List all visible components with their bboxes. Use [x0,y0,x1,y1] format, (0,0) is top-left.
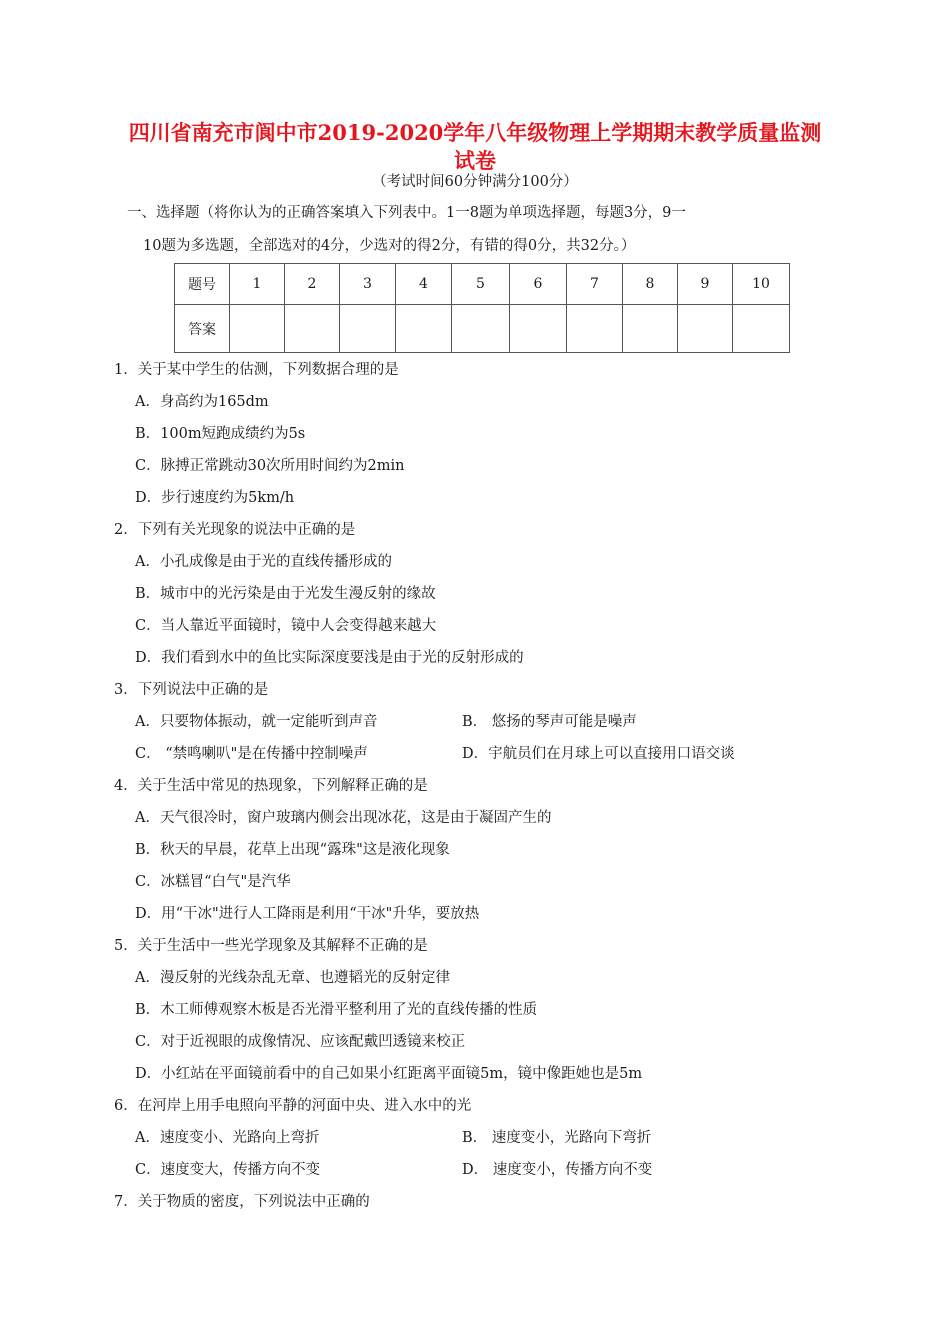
question-1-stem: 1．关于某中学生的估测，下列数据合理的是 [114,362,399,378]
document-title-line2: 试卷 [454,148,496,173]
answer-table-row-label: 答案 [175,305,230,353]
document-title-line1: 四川省南充市阆中市2019-2020学年八年级物理上学期期末教学质量监测 [128,120,822,145]
question-number-cell: 4 [396,264,452,305]
question-6-option-d: D． 速度变小，传播方向不变 [462,1162,653,1178]
question-1-option-c: C．脉搏正常跳动30次所用时间约为2min [135,458,405,474]
question-1-option-b: B．100m短跑成绩约为5s [135,426,306,442]
answer-cell [285,305,340,353]
question-3-option-b: B． 悠扬的琴声可能是噪声 [462,714,637,730]
answer-cell [452,305,510,353]
question-5-option-b: B．木工师傅观察木板是否光滑平整利用了光的直线传播的性质 [135,1002,538,1018]
question-3-option-d: D．宇航员们在月球上可以直接用口语交谈 [462,746,735,762]
question-1-option-d: D．步行速度约为5km/h [135,490,295,506]
question-number-cell: 8 [623,264,678,305]
question-5-stem: 5．关于生活中一些光学现象及其解释不正确的是 [114,938,428,954]
question-number-cell: 6 [510,264,567,305]
question-2-option-c: C．当人靠近平面镜时，镜中人会变得越来越大 [135,618,437,634]
section-instruction-line2: 10题为多选题，全部选对的4分，少选对的得2分，有错的得0分，共32分。） [143,238,636,254]
answer-cell [230,305,285,353]
question-6-stem: 6．在河岸上用手电照向平静的河面中央、进入水中的光 [114,1098,472,1114]
question-4-option-c: C．冰糕冒“白气"是汽华 [135,874,291,890]
question-6-option-b: B． 速度变小，光路向下弯折 [462,1130,652,1146]
question-2-stem: 2．下列有关光现象的说法中正确的是 [114,522,356,538]
question-3-option-c: C． “禁鸣喇叭"是在传播中控制噪声 [135,746,368,762]
answer-cell [678,305,733,353]
question-number-cell: 10 [733,264,790,305]
answer-cell [567,305,623,353]
question-1-option-a: A．身高约为165dm [135,394,269,410]
answer-cell [396,305,452,353]
question-2-option-a: A．小孔成像是由于光的直线传播形成的 [135,554,392,570]
exam-duration-subtitle: （考试时间60分钟满分100分） [372,174,578,190]
question-5-option-d: D．小红站在平面镜前看中的自己如果小红距离平面镜5m，镜中像距她也是5m [135,1066,643,1082]
answer-table-row-label: 题号 [175,264,230,305]
question-5-option-c: C．对于近视眼的成像情况、应该配戴凹透镜来校正 [135,1034,466,1050]
question-number-cell: 2 [285,264,340,305]
answer-table [174,263,790,353]
question-number-cell: 5 [452,264,510,305]
question-6-option-c: C．速度变大，传播方向不变 [135,1162,321,1178]
section-instruction-line1: 一、选择题（将你认为的正确答案填入下列表中。1一8题为单项选择题，每题3分，9一 [127,205,686,221]
question-2-option-d: D．我们看到水中的鱼比实际深度要浅是由于光的反射形成的 [135,650,524,666]
question-number-cell: 1 [230,264,285,305]
question-3-stem: 3．下列说法中正确的是 [114,682,269,698]
answer-cell [340,305,396,353]
question-2-option-b: B．城市中的光污染是由于光发生漫反射的缘故 [135,586,436,602]
answer-table-answer-row [175,305,790,353]
answer-cell [733,305,790,353]
question-number-cell: 3 [340,264,396,305]
question-4-option-d: D．用“干冰"进行人工降雨是利用“干冰"升华，要放热 [135,906,480,922]
question-4-stem: 4．关于生活中常见的热现象，下列解释正确的是 [114,778,428,794]
answer-cell [623,305,678,353]
question-number-cell: 9 [678,264,733,305]
answer-cell [510,305,567,353]
answer-table-number-row [175,264,790,305]
question-number-cell: 7 [567,264,623,305]
question-6-option-a: A．速度变小、光路向上弯折 [135,1130,320,1146]
question-3-option-a: A．只要物体振动，就一定能听到声音 [135,714,378,730]
question-7-stem: 7．关于物质的密度，下列说法中正确的 [114,1194,370,1210]
question-4-option-a: A．天气很冷时，窗户玻璃内侧会出现冰花，这是由于凝固产生的 [135,810,552,826]
question-5-option-a: A．漫反射的光线杂乱无章、也遵韬光的反射定律 [135,970,450,986]
question-4-option-b: B．秋天的早晨，花草上出现“露珠"这是液化现象 [135,842,450,858]
